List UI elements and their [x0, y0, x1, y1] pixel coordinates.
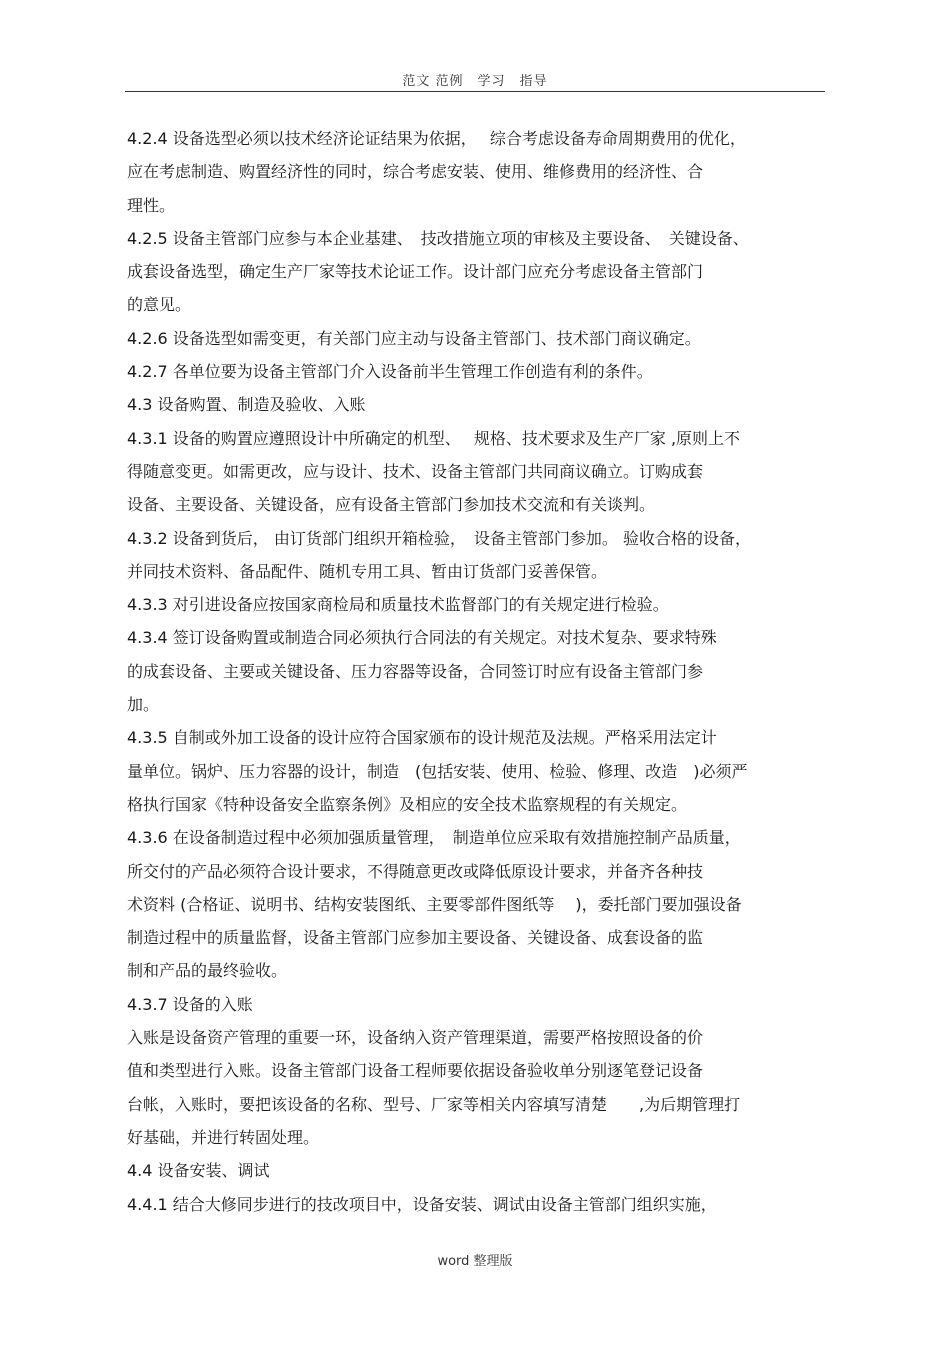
text-line: 4.2.6 设备选型如需变更，有关部门应主动与设备主管部门、技术部门商议确定。 [127, 328, 701, 348]
page-header: 范文 范例 学习 指导 [402, 74, 548, 89]
text-line: 4.3.6 在设备制造过程中必须加强质量管理， 制造单位应采取有效措施控制产品质量， [127, 828, 741, 848]
text-line: 并同技术资料、备品配件、随机专用工具、暂由订货部门妥善保管。 [127, 561, 608, 581]
header-divider [125, 91, 825, 92]
text-line: 4.4 设备安装、调试 [127, 1161, 270, 1181]
text-line: 4.3.1 设备的购置应遵照设计中所确定的机型、 规格、技术要求及生产厂家 ,原则上不 [127, 428, 741, 448]
text-line: 成套设备选型，确定生产厂家等技术论证工作。设计部门应充分考虑设备主管部门 [127, 262, 704, 282]
text-line: 格执行国家《特种设备安全监察条例》及相应的安全技术监察规程的有关规定。 [127, 794, 688, 814]
text-line: 的成套设备、主要或关键设备、压力容器等设备，合同签订时应有设备主管部门参 [127, 661, 704, 681]
text-line: 4.2.4 设备选型必须以技术经济论证结果为依据， 综合考虑设备寿命周期费用的优化， [127, 129, 746, 148]
text-line: 应在考虑制造、购置经济性的同时，综合考虑安装、使用、维修费用的经济性、合 [127, 162, 704, 182]
text-line: 4.3.3 对引进设备应按国家商检局和质量技术监督部门的有关规定进行检验。 [127, 595, 669, 615]
text-line: 4.3.4 签订设备购置或制造合同必须执行合同法的有关规定。对技术复杂、要求特殊 [127, 628, 717, 648]
text-line: 4.3.7 设备的入账 [127, 994, 253, 1014]
text-line: 4.3.5 自制或外加工设备的设计应符合国家颁布的设计规范及法规。严格采用法定计 [127, 728, 717, 748]
text-line: 台帐，入账时，要把该设备的名称、型号、厂家等相关内容填写清楚 ,为后期管理打 [127, 1094, 741, 1114]
text-line: 4.2.7 各单位要为设备主管部门介入设备前半生管理工作创造有利的条件。 [127, 362, 653, 382]
text-line: 值和类型进行入账。设备主管部门设备工程师要依据设备验收单分别逐笔登记设备 [127, 1061, 704, 1081]
text-line: 入账是设备资产管理的重要一环，设备纳入资产管理渠道，需要严格按照设备的价 [127, 1028, 704, 1048]
document-body [127, 122, 827, 1221]
text-line: 好基础，并进行转固处理。 [127, 1127, 320, 1147]
text-line: 的意见。 [127, 295, 192, 315]
text-line: 理性。 [127, 195, 176, 215]
text-line: 所交付的产品必须符合设计要求，不得随意更改或降低原设计要求，并备齐各种技 [127, 861, 704, 881]
text-line: 4.4.1 结合大修同步进行的技改项目中，设备安装、调试由设备主管部门组织实施， [127, 1194, 717, 1214]
text-line: 4.2.5 设备主管部门应参与本企业基建、 技改措施立项的审核及主要设备、 关键设备、 [127, 228, 749, 248]
text-line: 制和产品的最终验收。 [127, 961, 288, 981]
text-line: 4.3 设备购置、制造及验收、入账 [127, 395, 366, 415]
text-line: 设备、主要设备、关键设备，应有设备主管部门参加技术交流和有关谈判。 [127, 495, 656, 515]
text-line: 加。 [127, 695, 160, 715]
text-line: 术资料 (合格证、说明书、结构安装图纸、主要零部件图纸等 )，委托部门要加强设备 [127, 894, 742, 914]
text-line: 制造过程中的质量监督，设备主管部门应参加主要设备、关键设备、成套设备的监 [127, 928, 704, 948]
page-footer: word 整理版 [437, 1254, 513, 1269]
text-line: 4.3.2 设备到货后， 由订货部门组织开箱检验， 设备主管部门参加。 验收合格的设备， [127, 528, 751, 548]
text-line: 量单位。锅炉、压力容器的设计，制造 (包括安装、使用、检验、修理、改造 )必须严 [127, 761, 748, 781]
text-line: 得随意变更。如需更改，应与设计、技术、设备主管部门共同商议确立。订购成套 [127, 461, 704, 481]
